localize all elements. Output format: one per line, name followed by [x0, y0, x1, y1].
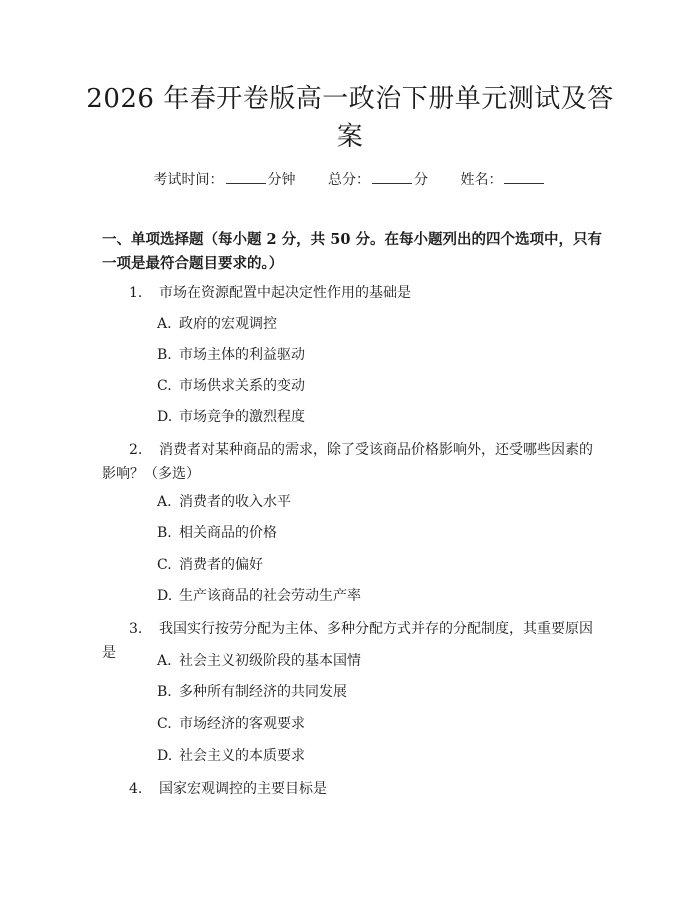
section-heading: 一、单项选择题（每小题 2 分，共 50 分。在每小题列出的四个选项中，只有一项是最符合题目要求的。）	[102, 231, 602, 272]
option-letter: D.	[157, 748, 173, 764]
option-text: 消费者的收入水平	[179, 494, 291, 510]
question-2	[102, 438, 600, 486]
question-text: 消费者对某种商品的需求，除了受该商品价格影响外，还受哪些因素的影响？（多选）	[102, 442, 593, 482]
student-name-blank	[504, 171, 544, 184]
option-1b	[157, 344, 305, 366]
option-letter: B.	[157, 525, 172, 541]
student-name-field	[460, 172, 546, 188]
option-text: 市场主体的利益驱动	[179, 347, 305, 363]
question-number: 4.	[129, 781, 143, 797]
student-name-label: 姓名：	[460, 172, 503, 188]
option-2a	[157, 491, 291, 513]
exam-time-label: 考试时间：	[153, 172, 224, 188]
option-1d	[157, 406, 305, 428]
option-2d	[157, 585, 361, 607]
option-letter: B.	[157, 684, 172, 700]
option-letter: B.	[157, 347, 172, 363]
question-number: 1.	[129, 285, 143, 301]
option-text: 社会主义的本质要求	[179, 748, 305, 764]
option-2b	[157, 522, 277, 544]
total-score-label: 总分：	[328, 172, 370, 188]
option-2c	[157, 554, 263, 576]
question-text: 国家宏观调控的主要目标是	[159, 781, 327, 797]
option-text: 市场供求关系的变动	[179, 378, 305, 394]
total-score-unit: 分	[414, 172, 428, 188]
question-text: 我国实行按劳分配为主体、多种分配方式并存的分配制度，其重要原因是	[102, 621, 593, 661]
question-4	[102, 777, 600, 801]
exam-time-unit: 分钟	[267, 172, 296, 188]
option-text: 政府的宏观调控	[179, 316, 277, 332]
option-text: 生产该商品的社会劳动生产率	[179, 588, 361, 604]
option-letter: D.	[157, 409, 173, 425]
question-1	[102, 281, 600, 305]
option-letter: D.	[157, 588, 173, 604]
option-text: 消费者的偏好	[179, 557, 263, 573]
option-letter: A.	[157, 653, 172, 669]
option-3c	[157, 713, 305, 735]
option-3d	[157, 745, 305, 767]
option-letter: C.	[157, 716, 172, 732]
total-score-field	[328, 172, 432, 188]
option-text: 市场经济的客观要求	[179, 716, 305, 732]
exam-time-field	[154, 172, 300, 188]
question-text: 市场在资源配置中起决定性作用的基础是	[159, 285, 411, 301]
question-number: 2.	[129, 442, 143, 458]
option-text: 社会主义初级阶段的基本国情	[179, 653, 361, 669]
question-number: 3.	[129, 621, 143, 637]
total-score-blank	[372, 171, 412, 184]
option-1c	[157, 375, 305, 397]
exam-info	[0, 169, 700, 189]
option-letter: C.	[157, 378, 172, 394]
option-3b	[157, 681, 347, 703]
option-text: 相关商品的价格	[179, 525, 277, 541]
option-text: 多种所有制经济的共同发展	[179, 684, 347, 700]
option-text: 市场竞争的激烈程度	[179, 409, 305, 425]
exam-time-blank	[226, 171, 266, 184]
option-1a	[157, 313, 277, 335]
option-letter: A.	[157, 316, 172, 332]
option-letter: C.	[157, 557, 172, 573]
option-3a	[157, 650, 361, 672]
option-letter: A.	[157, 494, 172, 510]
page-title: 2026 年春开卷版高一政治下册单元测试及答案	[86, 84, 614, 152]
